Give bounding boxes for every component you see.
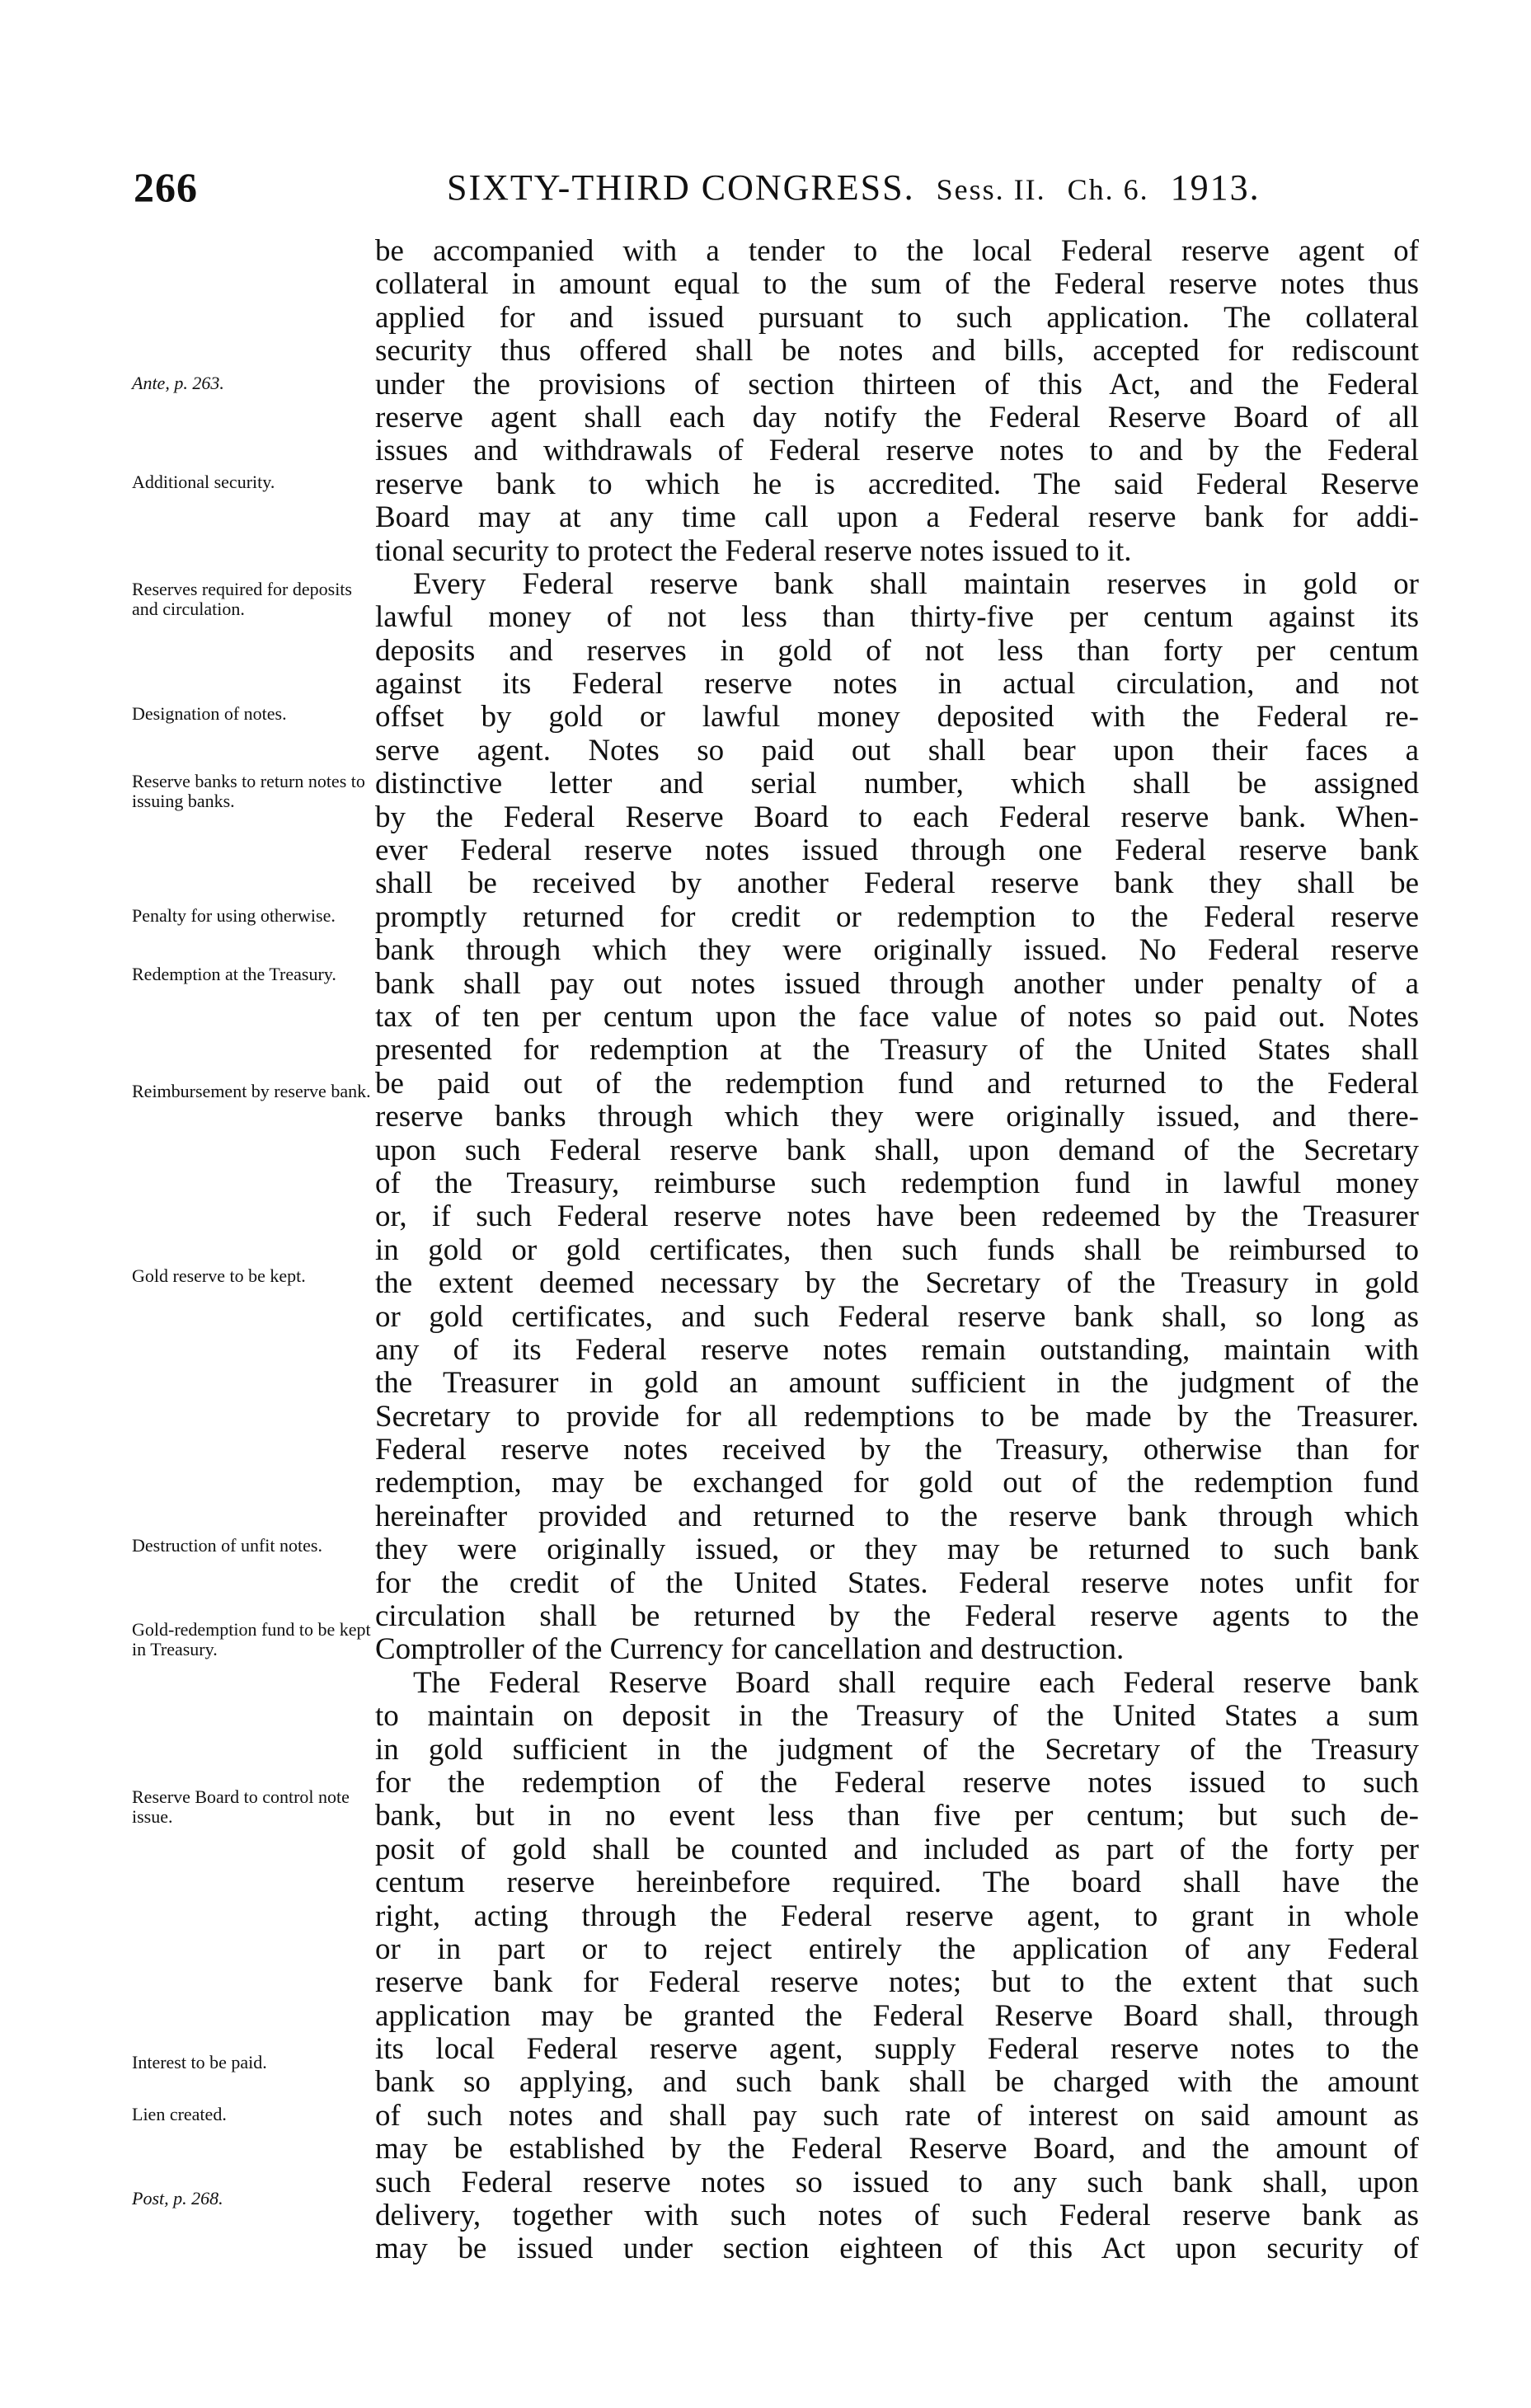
text-line: may be issued under section eighteen of this Act upon security of [375, 2232, 1419, 2266]
text-line: presented for redemption at the Treasury of the United States shall [375, 1034, 1419, 1068]
text-line: by the Federal Reserve Board to each Federal reserve bank. When- [375, 800, 1419, 834]
text-line: ever Federal reserve notes issued through one Federal reserve bank [375, 834, 1419, 868]
text-line: distinctive letter and serial number, which shall be assigned [375, 767, 1419, 801]
text-line: in gold sufficient in the judgment of the Secretary of the Treasury [375, 1733, 1419, 1767]
text-line: The Federal Reserve Board shall require each Federal reserve bank [413, 1666, 1419, 1700]
text-line: they were originally issued, or they may be returned to such bank [375, 1533, 1419, 1567]
text-line: upon such Federal reserve bank shall, upon demand of the Secretary [375, 1134, 1419, 1167]
text-line: delivery, together with such notes of such Federal reserve bank as [375, 2199, 1419, 2233]
margin-note: Designation of notes. [132, 703, 287, 724]
text-line: issues and withdrawals of Federal reserve notes to and by the Federal [375, 434, 1419, 468]
text-line: may be established by the Federal Reserve Board, and the amount of [375, 2133, 1419, 2166]
text-line: the Treasurer in gold an amount sufficient in the judgment of the [375, 1367, 1419, 1401]
text-line: under the provisions of section thirteen of this Act, and the Federal [375, 368, 1419, 401]
text-line: against its Federal reserve notes in actual circulation, and not [375, 668, 1419, 702]
text-line: be paid out of the redemption fund and returned to the Federal [375, 1067, 1419, 1101]
text-line: promptly returned for credit or redemption to the Federal reserve [375, 900, 1419, 934]
text-line: Every Federal reserve bank shall maintain reserves in gold or [413, 567, 1419, 601]
margin-note: Destruction of unfit notes. [132, 1535, 322, 1556]
text-line: any of its Federal reserve notes remain outstanding, maintain with [375, 1333, 1419, 1367]
text-line: or, if such Federal reserve notes have been redeemed by the Treasurer [375, 1200, 1419, 1234]
text-line: or in part or to reject entirely the application of any Federal [375, 1932, 1419, 1966]
session-label: Sess. II. [936, 173, 1046, 206]
margin-note: Ante, p. 263. [132, 373, 224, 393]
margin-note: Interest to be paid. [132, 2052, 267, 2072]
running-head-title: SIXTY-THIRD CONGRESS. [447, 167, 915, 208]
text-line: reserve agent shall each day notify the Federal Reserve Board of all [375, 401, 1419, 434]
text-line: to maintain on deposit in the Treasury of the United States a sum [375, 1700, 1419, 1734]
text-line: for the credit of the United States. Federal reserve notes unfit for [375, 1566, 1419, 1600]
text-line: security thus offered shall be notes and bills, accepted for rediscount [375, 335, 1419, 368]
chapter-label: Ch. 6. [1067, 173, 1149, 206]
text-line: tional security to protect the Federal reserve notes issued to it. [375, 534, 1132, 568]
text-line: the extent deemed necessary by the Secretary of the Treasury in gold [375, 1267, 1419, 1301]
body-text [375, 235, 1419, 2266]
running-head [447, 167, 1261, 209]
text-line: circulation shall be returned by the Federal reserve agents to the [375, 1600, 1419, 1634]
text-line: reserve bank to which he is accredited. The said Federal Reserve [375, 467, 1419, 501]
margin-note: Reserve Board to control note issue. [132, 1786, 350, 1827]
year-label: 1913. [1170, 167, 1261, 208]
margin-note: Redemption at the Treasury. [132, 964, 336, 984]
text-line: in gold or gold certificates, then such funds shall be reimbursed to [375, 1233, 1419, 1267]
text-line: application may be granted the Federal Reserve Board shall, through [375, 1999, 1419, 2033]
text-line: for the redemption of the Federal reserve notes issued to such [375, 1766, 1419, 1800]
text-line: reserve bank for Federal reserve notes; but to the extent that such [375, 1966, 1419, 2000]
margin-notes [132, 231, 371, 2292]
text-line: Federal reserve notes received by the Treasury, otherwise than for [375, 1434, 1419, 1467]
text-line: applied for and issued pursuant to such application. The collateral [375, 301, 1419, 335]
text-line: deposits and reserves in gold of not less than forty per centum [375, 634, 1419, 668]
text-line: collateral in amount equal to the sum of the Federal reserve notes thus [375, 268, 1419, 302]
text-line: Board may at any time call upon a Federal reserve bank for addi- [375, 501, 1419, 535]
margin-note: Additional security. [132, 472, 275, 492]
text-line: shall be received by another Federal reserve bank they shall be [375, 867, 1419, 901]
text-line: tax of ten per centum upon the face value of notes so paid out. Notes [375, 1000, 1419, 1034]
margin-note: Penalty for using otherwise. [132, 905, 336, 926]
text-line: posit of gold shall be counted and included as part of the forty per [375, 1833, 1419, 1866]
text-line: offset by gold or lawful money deposited with the Federal re- [375, 701, 1419, 735]
text-line: bank so applying, and such bank shall be charged with the amount [375, 2066, 1419, 2100]
text-line: centum reserve hereinbefore required. The board shall have the [375, 1866, 1419, 1900]
text-line: bank through which they were originally issued. No Federal reserve [375, 934, 1419, 968]
text-line: of such notes and shall pay such rate of interest on said amount as [375, 2099, 1419, 2133]
text-line: bank shall pay out notes issued through another under penalty of a [375, 967, 1419, 1001]
text-line: redemption, may be exchanged for gold out of the redemption fund [375, 1467, 1419, 1500]
margin-note: Reimbursement by reserve bank. [132, 1081, 371, 1101]
margin-note: Gold-redemption fund to be kept in Treasury. [132, 1619, 371, 1659]
text-line: Secretary to provide for all redemptions to be made by the Treasurer. [375, 1400, 1419, 1434]
page-header [134, 163, 1420, 213]
text-line: or gold certificates, and such Federal reserve bank shall, so long as [375, 1300, 1419, 1334]
text-line: hereinafter provided and returned to the reserve bank through which [375, 1500, 1419, 1533]
margin-note: Reserves required for deposits and circulation. [132, 579, 352, 619]
text-line: of the Treasury, reimburse such redemption fund in lawful money [375, 1166, 1419, 1200]
page-number: 266 [134, 164, 198, 210]
text-line: bank, but in no event less than five per centum; but such de- [375, 1800, 1419, 1833]
margin-note: Gold reserve to be kept. [132, 1265, 306, 1286]
text-line: reserve banks through which they were originally issued, and there- [375, 1101, 1419, 1134]
margin-note: Reserve banks to return notes to issuing banks. [132, 771, 365, 811]
text-line: right, acting through the Federal reserve agent, to grant in whole [375, 1899, 1419, 1933]
text-line: lawful money of not less than thirty-five per centum against its [375, 601, 1419, 635]
text-line: Comptroller of the Currency for cancellation and destruction. [375, 1633, 1125, 1667]
text-line: its local Federal reserve agent, supply Federal reserve notes to the [375, 2033, 1419, 2067]
text-line: be accompanied with a tender to the local Federal reserve agent of [375, 235, 1419, 268]
text-line: serve agent. Notes so paid out shall bear upon their faces a [375, 734, 1419, 767]
margin-note: Lien created. [132, 2104, 227, 2124]
margin-note: Post, p. 268. [132, 2188, 223, 2209]
text-line: such Federal reserve notes so issued to any such bank shall, upon [375, 2166, 1419, 2199]
